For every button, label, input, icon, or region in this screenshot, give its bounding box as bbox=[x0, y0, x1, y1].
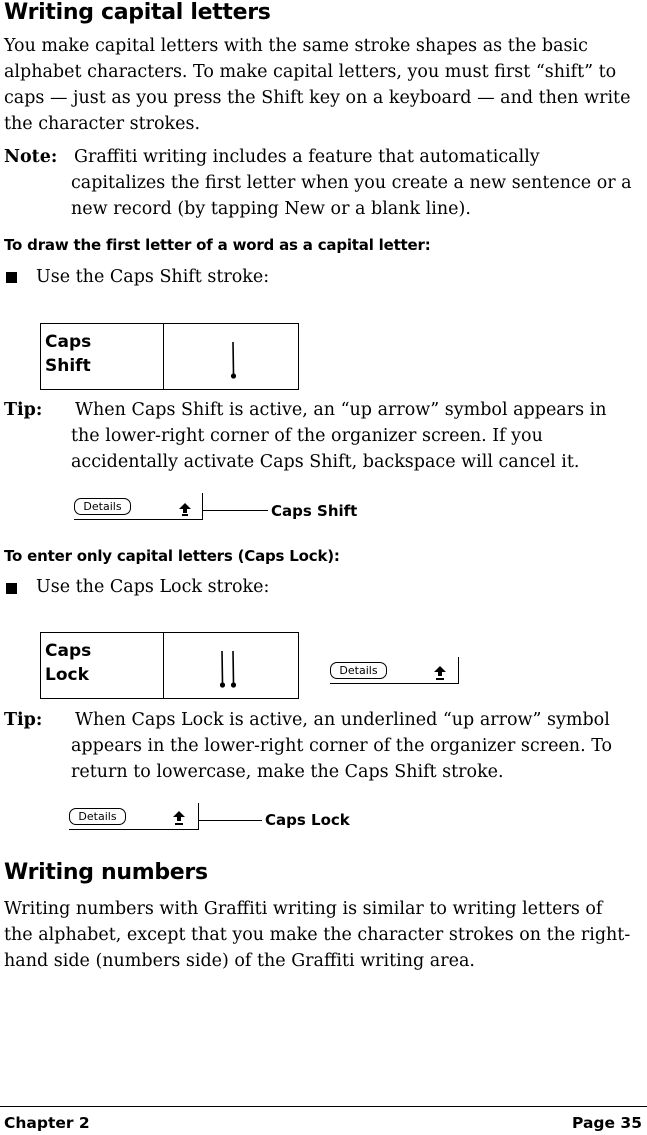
tip-line: return to lowercase, make the Caps Shift stroke. bbox=[71, 762, 504, 782]
caps-lock-stroke-table bbox=[40, 632, 299, 699]
intro-paragraph bbox=[4, 33, 644, 137]
note-line: Graffiti writing includes a feature that automatically bbox=[74, 147, 540, 167]
callout-caps-shift: Caps Shift bbox=[271, 502, 358, 520]
stroke-label-line: Lock bbox=[45, 665, 89, 685]
bullet-square-icon bbox=[6, 583, 17, 594]
stroke-label-line: Caps bbox=[45, 332, 92, 352]
note-line: capitalizes the first letter when you create a new sentence or a bbox=[71, 173, 632, 193]
tip-line: the lower-right corner of the organizer screen. If you bbox=[71, 426, 543, 446]
intro-line: alphabet characters. To make capital letters, you must first “shift” to bbox=[4, 62, 617, 82]
tip-text-caps-lock bbox=[71, 707, 641, 785]
callout-caps-lock: Caps Lock bbox=[265, 811, 350, 829]
note-label: Note: bbox=[4, 147, 58, 167]
tip-label: Tip: bbox=[4, 400, 43, 420]
note-line: new record (by tapping New or a blank line). bbox=[71, 199, 471, 219]
numbers-line: Writing numbers with Graffiti writing is similar to writing letters of bbox=[4, 899, 603, 919]
stroke-table-label bbox=[41, 633, 164, 698]
intro-line: You make capital letters with the same stroke shapes as the basic bbox=[4, 36, 588, 56]
caps-shift-stroke-table bbox=[40, 323, 299, 390]
section-heading-numbers: Writing numbers bbox=[4, 860, 208, 885]
intro-line: caps — just as you press the Shift key on a keyboard — and then write bbox=[4, 88, 631, 108]
section-heading-capitals: Writing capital letters bbox=[4, 0, 271, 25]
caps-lock-figure bbox=[69, 803, 369, 835]
bullet-text-caps-shift: Use the Caps Shift stroke: bbox=[36, 267, 270, 287]
details-button: Details bbox=[74, 498, 131, 515]
procedure-heading-caps-shift: To draw the first letter of a word as a capital letter: bbox=[4, 236, 431, 254]
procedure-heading-caps-lock: To enter only capital letters (Caps Lock): bbox=[4, 547, 340, 565]
caps-shift-figure bbox=[74, 493, 374, 525]
tip-line: accidentally activate Caps Shift, backspace will cancel it. bbox=[71, 452, 580, 472]
stroke-label-line: Shift bbox=[45, 356, 91, 376]
stroke-label-line: Caps bbox=[45, 641, 92, 661]
intro-line: the character strokes. bbox=[4, 114, 201, 134]
bullet-square-icon bbox=[6, 272, 17, 283]
tip-text-caps-shift bbox=[71, 397, 641, 475]
numbers-line: hand side (numbers side) of the Graffiti writing area. bbox=[4, 951, 475, 971]
caps-shift-stroke-icon bbox=[164, 324, 298, 389]
bullet-text-caps-lock: Use the Caps Lock stroke: bbox=[36, 577, 270, 597]
footer-page-number: Page 35 bbox=[572, 1114, 642, 1132]
details-button: Details bbox=[330, 662, 387, 679]
tip-label: Tip: bbox=[4, 710, 43, 730]
numbers-paragraph bbox=[4, 896, 644, 974]
footer-chapter: Chapter 2 bbox=[4, 1114, 90, 1132]
caps-lock-stroke-icon bbox=[164, 633, 298, 698]
tip-line: When Caps Lock is active, an underlined “up arrow” symbol bbox=[75, 710, 610, 730]
caps-lock-side-figure bbox=[330, 657, 460, 687]
footer-rule bbox=[0, 1106, 647, 1107]
tip-line: appears in the lower-right corner of the organizer screen. To bbox=[71, 736, 613, 756]
numbers-line: the alphabet, except that you make the character strokes on the right- bbox=[4, 925, 631, 945]
note-text bbox=[71, 144, 641, 222]
tip-line: When Caps Shift is active, an “up arrow” symbol appears in bbox=[75, 400, 607, 420]
details-button: Details bbox=[69, 808, 126, 825]
stroke-table-label bbox=[41, 324, 164, 389]
